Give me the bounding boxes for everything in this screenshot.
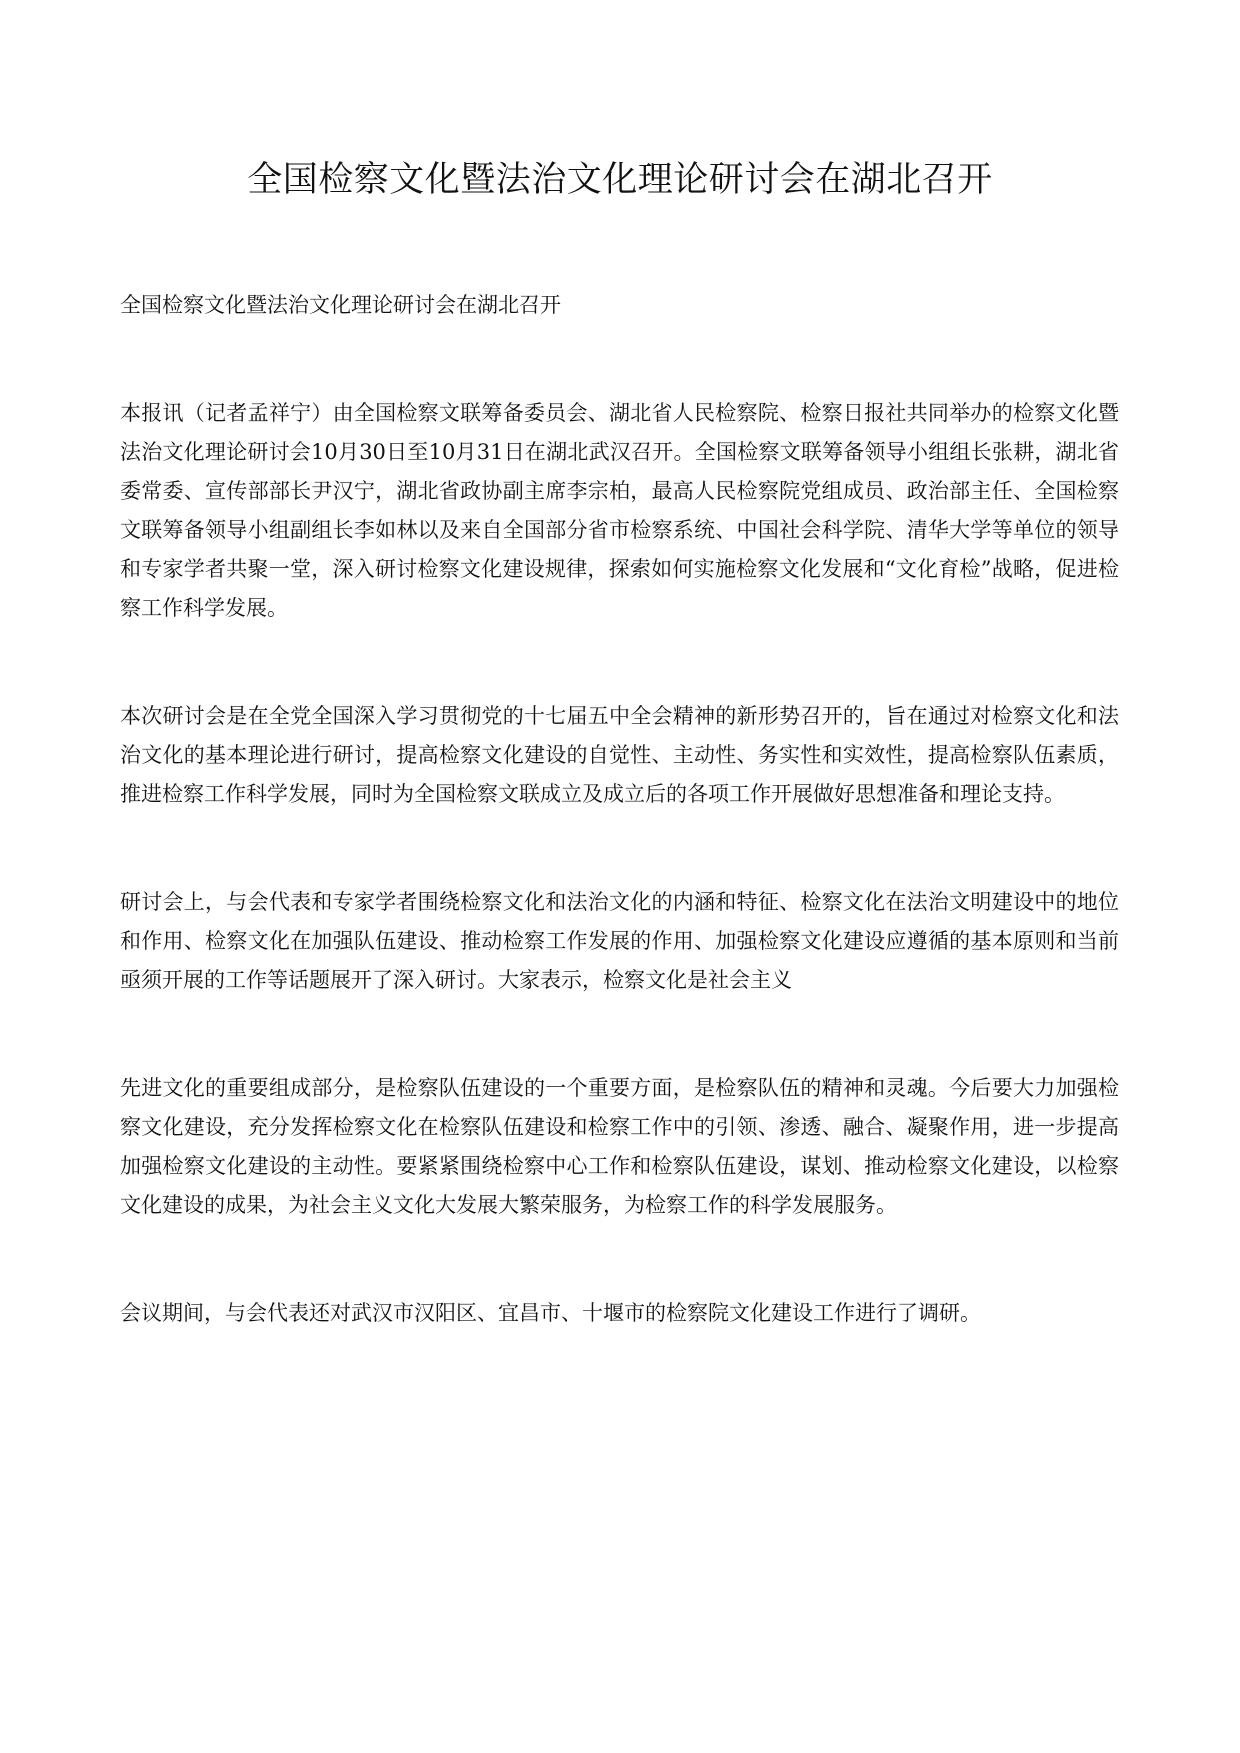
article-subtitle: 全国检察文化暨法治文化理论研讨会在湖北召开 [120, 293, 561, 317]
paragraph-2: 本次研讨会是在全党全国深入学习贯彻党的十七届五中全会精神的新形势召开的，旨在通过对检察文化和法治文化的基本理论进行研讨，提高检察文化建设的自觉性、主动性、务实性和实效性，提高检察队伍素质，推进检察工作科学发展，同时为全国检察文联成立及成立后的各项工作开展做好思想准备和理论支持。 [120, 704, 1119, 806]
paragraph-1: 本报讯（记者孟祥宁）由全国检察文联筹备委员会、湖北省人民检察院、检察日报社共同举办的检察文化暨法治文化理论研讨会10月30日至10月31日在湖北武汉召开。全国检察文联筹备领导小组组长张耕，湖北省委常委、宣传部部长尹汉宁，湖北省政协副主席李宗柏，最高人民检察院党组成员、政治部主任、全国检察文联筹备领导小组副组长李如林以及来自全国部分省市检察系统、中国社会科学院、清华大学等单位的领导和专家学者共聚一堂，深入研讨检察文化建设规律，探索如何实施检察文化发展和“文化育检”战略，促进检察工作科学发展。 [120, 401, 1119, 620]
article-body [120, 286, 1119, 1333]
paragraph-3: 研讨会上，与会代表和专家学者围绕检察文化和法治文化的内涵和特征、检察文化在法治文明建设中的地位和作用、检察文化在加强队伍建设、推动检察工作发展的作用、加强检察文化建设应遵循的基本原则和当前亟须开展的工作等话题展开了深入研讨。大家表示，检察文化是社会主义 [120, 890, 1119, 992]
paragraph-4: 先进文化的重要组成部分，是检察队伍建设的一个重要方面，是检察队伍的精神和灵魂。今后要大力加强检察文化建设，充分发挥检察文化在检察队伍建设和检察工作中的引领、渗透、融合、凝聚作用，进一步提高加强检察文化建设的主动性。要紧紧围绕检察中心工作和检察队伍建设，谋划、推动检察文化建设，以检察文化建设的成果，为社会主义文化大发展大繁荣服务，为检察工作的科学发展服务。 [120, 1076, 1119, 1217]
paragraph-5: 会议期间，与会代表还对武汉市汉阳区、宜昌市、十堰市的检察院文化建设工作进行了调研。 [120, 1301, 981, 1325]
page-title: 全国检察文化暨法治文化理论研讨会在湖北召开 [247, 160, 993, 200]
